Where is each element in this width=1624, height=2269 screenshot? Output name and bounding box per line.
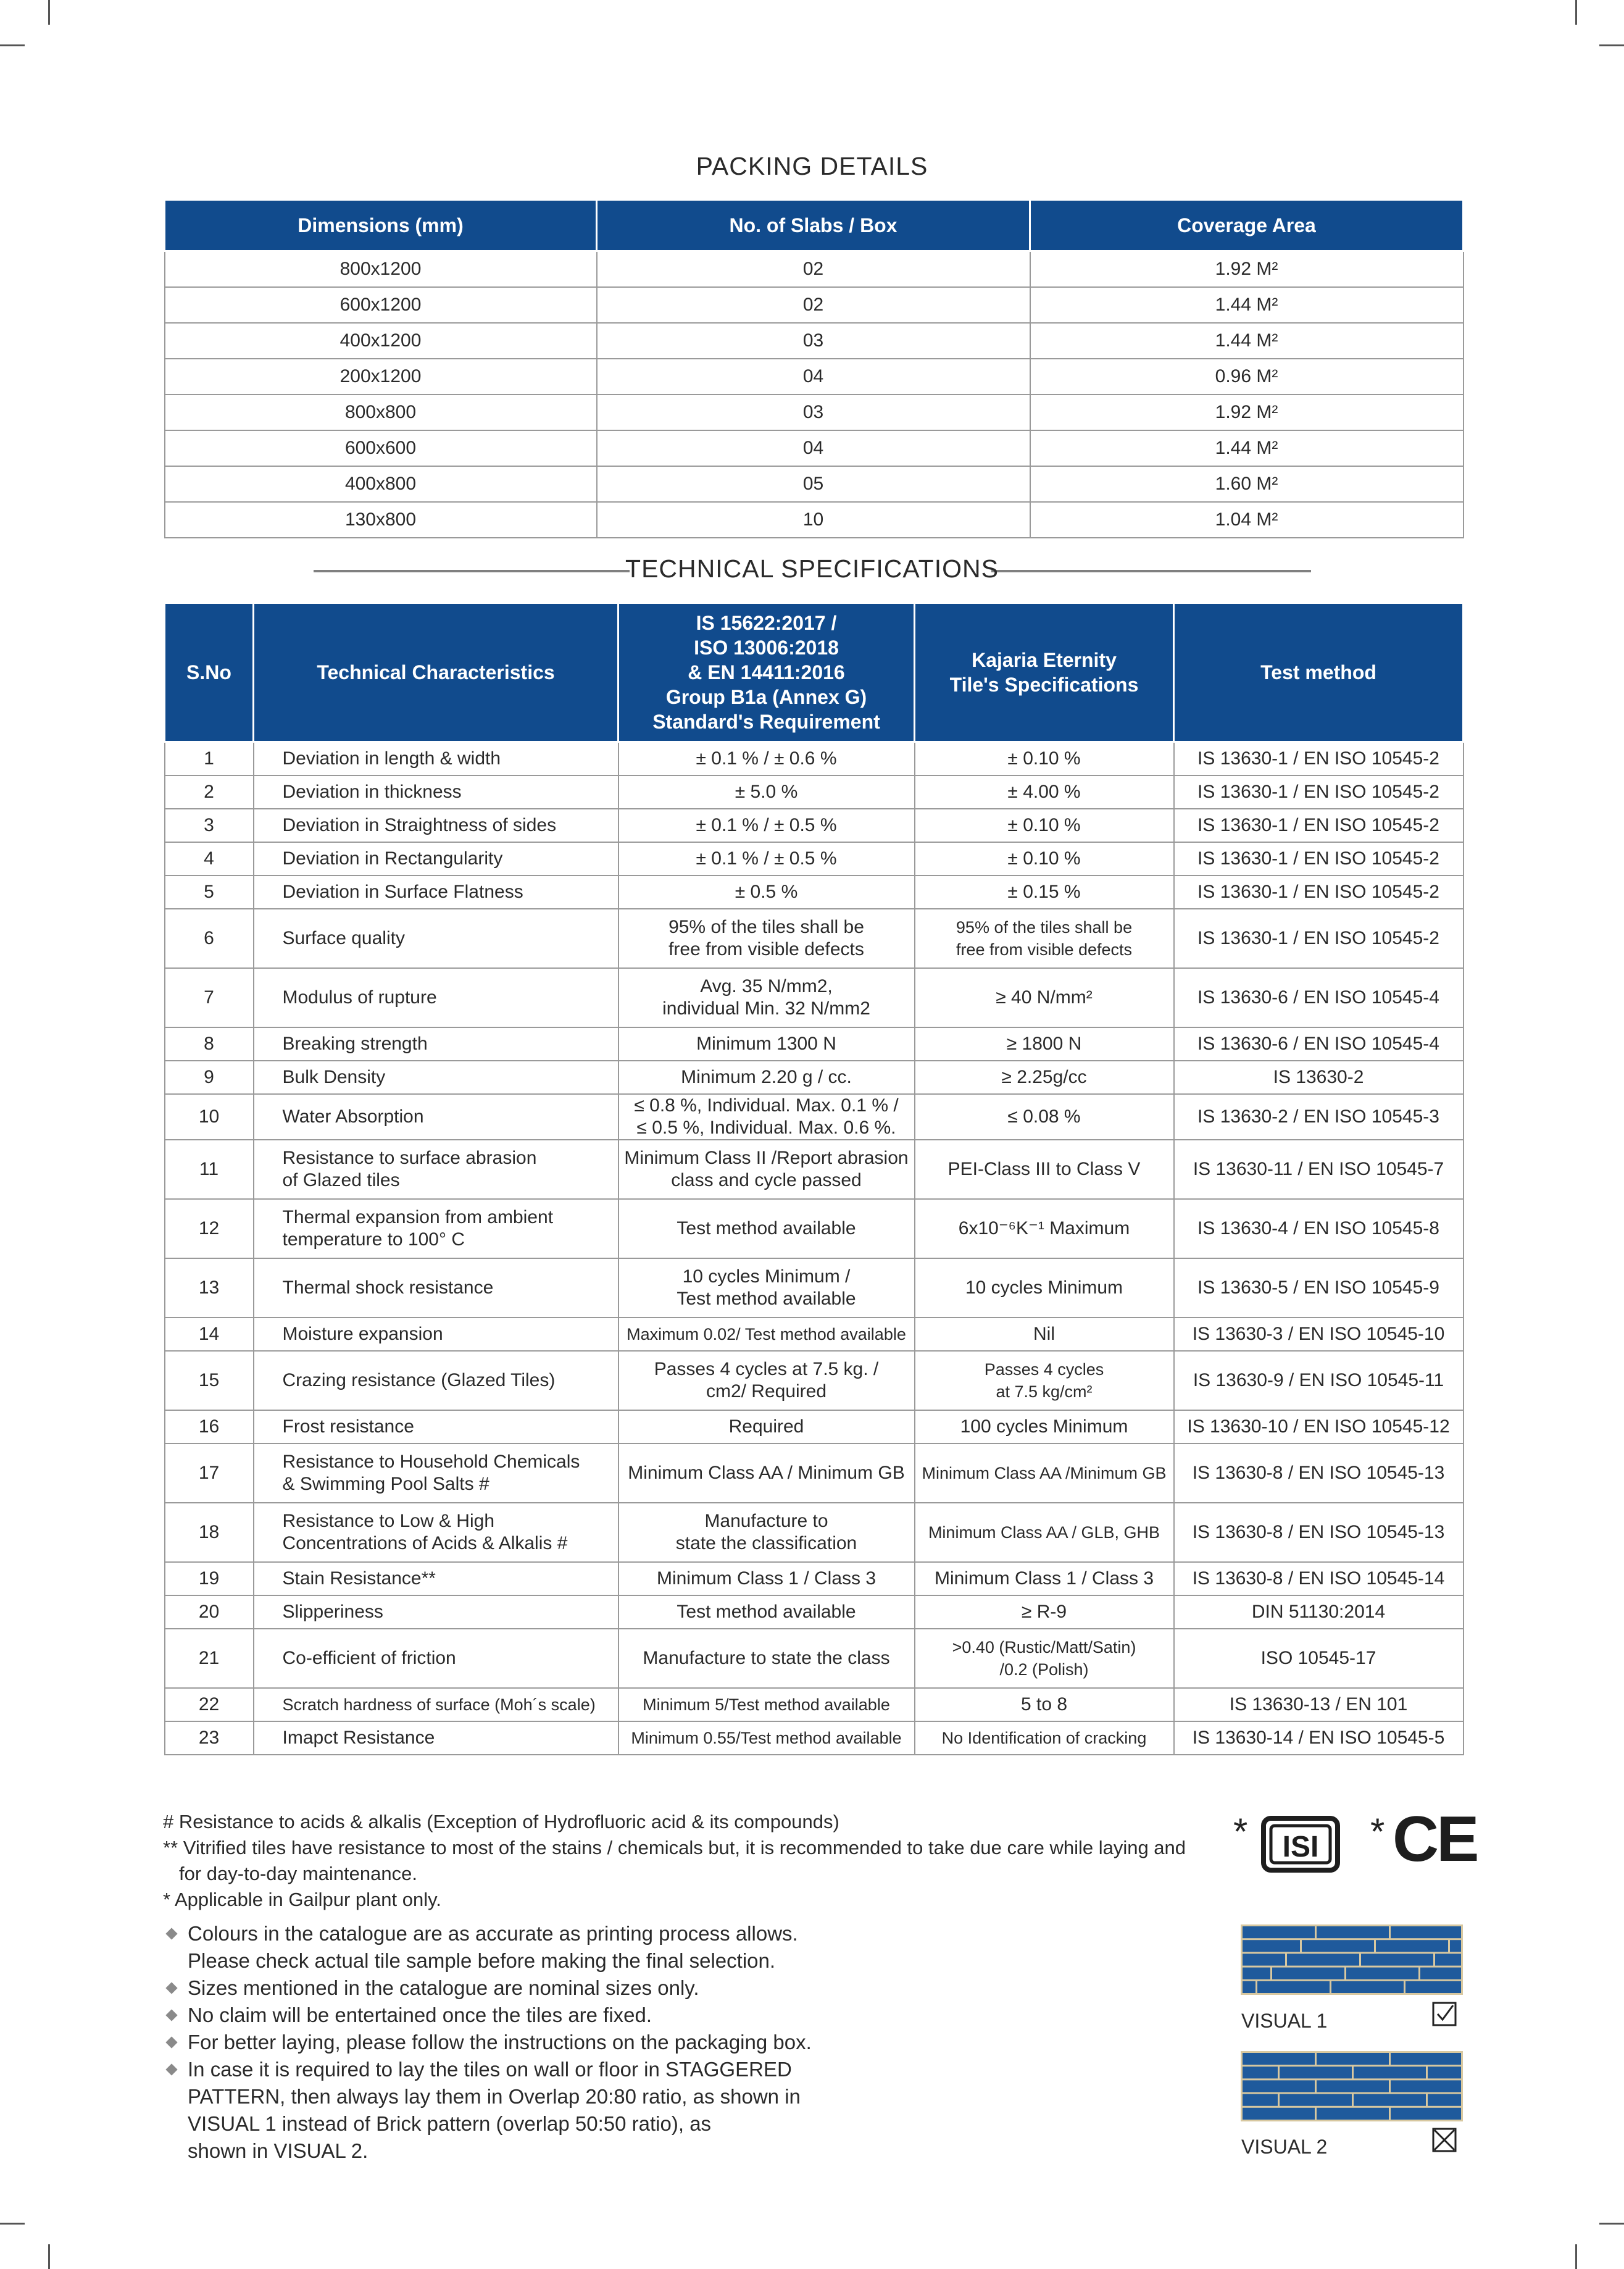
test-method-cell: IS 13630-1 / EN ISO 10545-2 [1174, 875, 1464, 909]
kajaria-spec-cell: 100 cycles Minimum [915, 1410, 1174, 1444]
standard-cell: Minimum Class II /Report abrasion class and cycle passed [618, 1140, 915, 1199]
characteristic-cell: Resistance to Household Chemicals & Swimming Pool Salts # [254, 1444, 618, 1503]
standard-cell: ≤ 0.8 %, Individual. Max. 0.1 % / ≤ 0.5 %, Individual. Max. 0.6 %. [618, 1094, 915, 1140]
coverage-cell: 0.96 M² [1030, 359, 1464, 395]
dimension-cell: 200x1200 [165, 359, 597, 395]
sno-cell: 13 [165, 1258, 254, 1318]
standard-cell: Minimum Class AA / Minimum GB [618, 1444, 915, 1503]
tile [1243, 1940, 1300, 1952]
table-row [165, 1503, 1464, 1562]
kajaria-spec-cell: ≥ 1800 N [915, 1027, 1174, 1061]
kajaria-spec-cell: ± 0.15 % [915, 875, 1174, 909]
standard-cell: Minimum 1300 N [618, 1027, 915, 1061]
slabs-cell: 10 [597, 502, 1030, 538]
characteristic-cell: Moisture expansion [254, 1318, 618, 1351]
crop-mark [1599, 44, 1624, 46]
table-row [165, 1061, 1464, 1094]
characteristic-cell: Surface quality [254, 909, 618, 968]
sno-cell: 9 [165, 1061, 254, 1094]
test-method-cell: IS 13630-2 / EN ISO 10545-3 [1174, 1094, 1464, 1140]
tech-spec-title: TECHNICAL SPECIFICATIONS [625, 554, 999, 583]
characteristic-cell: Deviation in thickness [254, 775, 618, 809]
crop-mark [0, 2223, 25, 2225]
visual-2-label: VISUAL 2 [1241, 2136, 1328, 2158]
crop-mark [48, 0, 50, 25]
header-characteristics: Technical Characteristics [254, 603, 618, 742]
table-row [165, 742, 1464, 776]
standard-cell: Minimum 5/Test method available [618, 1688, 915, 1721]
sno-cell: 12 [165, 1199, 254, 1258]
standard-cell: Maximum 0.02/ Test method available [618, 1318, 915, 1351]
tile [1391, 2108, 1461, 2120]
sno-cell: 2 [165, 775, 254, 809]
table-row [165, 502, 1464, 538]
kajaria-spec-cell: 95% of the tiles shall be free from visible defects [915, 909, 1174, 968]
table-row [165, 1688, 1464, 1721]
tile [1243, 1968, 1270, 1979]
tile [1243, 2108, 1315, 2120]
tile [1405, 1981, 1461, 1993]
slabs-cell: 04 [597, 430, 1030, 466]
characteristic-cell: Bulk Density [254, 1061, 618, 1094]
table-row [165, 1721, 1464, 1755]
test-method-cell: IS 13630-4 / EN ISO 10545-8 [1174, 1199, 1464, 1258]
bullet-list [167, 1920, 877, 2165]
standard-cell: Passes 4 cycles at 7.5 kg. / cm2/ Required [618, 1351, 915, 1410]
packing-header-1: No. of Slabs / Box [597, 200, 1030, 251]
packing-header-2: Coverage Area [1030, 200, 1464, 251]
characteristic-cell: Scratch hardness of surface (Moh´s scale) [254, 1688, 618, 1721]
test-method-cell: IS 13630-10 / EN ISO 10545-12 [1174, 1410, 1464, 1444]
sno-cell: 11 [165, 1140, 254, 1199]
characteristic-cell: Thermal expansion from ambient temperature to 100° C [254, 1199, 618, 1258]
table-row [165, 251, 1464, 288]
table-row [165, 466, 1464, 502]
characteristic-cell: Deviation in Surface Flatness [254, 875, 618, 909]
cross-icon [1432, 2128, 1457, 2152]
characteristic-cell: Slipperiness [254, 1595, 618, 1629]
note-double-star: ** Vitrified tiles have resistance to most of the stains / chemicals but, it is recommended to take due care while laying and [163, 1837, 1186, 1858]
bullet-item: Sizes mentioned in the catalogue are nominal sizes only. [167, 1974, 877, 2002]
tile [1435, 1954, 1461, 1965]
tile [1280, 2094, 1352, 2106]
sno-cell: 16 [165, 1410, 254, 1444]
dimension-cell: 800x800 [165, 395, 597, 430]
sno-cell: 1 [165, 742, 254, 776]
table-row [165, 1410, 1464, 1444]
kajaria-spec-cell: ≥ R-9 [915, 1595, 1174, 1629]
kajaria-spec-cell: Nil [915, 1318, 1174, 1351]
bullet-item: For better laying, please follow the instructions on the packaging box. [167, 2029, 877, 2056]
slabs-cell: 02 [597, 287, 1030, 323]
svg-text:ISI: ISI [1282, 1831, 1319, 1863]
table-row [165, 1258, 1464, 1318]
tile [1391, 2080, 1461, 2092]
note-double-star-cont: for day-to-day maintenance. [179, 1863, 417, 1884]
test-method-cell: IS 13630-1 / EN ISO 10545-2 [1174, 842, 1464, 875]
sno-cell: 10 [165, 1094, 254, 1140]
coverage-cell: 1.44 M² [1030, 323, 1464, 359]
visual-1-staggered-pattern [1241, 1924, 1463, 1995]
isi-star: * [1233, 1811, 1248, 1852]
table-row [165, 1140, 1464, 1199]
table-row [165, 1094, 1464, 1140]
standard-cell: Manufacture to state the class [618, 1629, 915, 1688]
slabs-cell: 03 [597, 395, 1030, 430]
standard-cell: Minimum Class 1 / Class 3 [618, 1562, 915, 1595]
table-row [165, 1318, 1464, 1351]
standard-cell: Minimum 2.20 g / cc. [618, 1061, 915, 1094]
tile [1243, 2094, 1278, 2106]
standard-cell: ± 5.0 % [618, 775, 915, 809]
table-row [165, 1199, 1464, 1258]
tile [1287, 1954, 1359, 1965]
table-row [165, 842, 1464, 875]
tile [1317, 2080, 1389, 2092]
tile [1317, 2108, 1389, 2120]
tile [1354, 2094, 1426, 2106]
test-method-cell: IS 13630-1 / EN ISO 10545-2 [1174, 742, 1464, 776]
tile [1317, 2053, 1389, 2065]
standard-cell: Required [618, 1410, 915, 1444]
table-row [165, 875, 1464, 909]
test-method-cell: IS 13630-8 / EN ISO 10545-14 [1174, 1562, 1464, 1595]
tile [1243, 2053, 1315, 2065]
standard-cell: Test method available [618, 1595, 915, 1629]
standard-cell: Test method available [618, 1199, 915, 1258]
tile [1243, 1926, 1315, 1938]
slabs-cell: 04 [597, 359, 1030, 395]
kajaria-spec-cell: ± 0.10 % [915, 809, 1174, 842]
tile [1280, 2066, 1352, 2078]
tech-header-row [165, 603, 1464, 742]
coverage-cell: 1.60 M² [1030, 466, 1464, 502]
test-method-cell: IS 13630-1 / EN ISO 10545-2 [1174, 809, 1464, 842]
sno-cell: 20 [165, 1595, 254, 1629]
note-hash: # Resistance to acids & alkalis (Exception of Hydrofluoric acid & its compounds) [163, 1811, 839, 1832]
header-test-method: Test method [1174, 603, 1464, 742]
tile [1428, 2066, 1461, 2078]
table-row [165, 1027, 1464, 1061]
sno-cell: 17 [165, 1444, 254, 1503]
standard-cell: ± 0.5 % [618, 875, 915, 909]
test-method-cell: IS 13630-8 / EN ISO 10545-13 [1174, 1444, 1464, 1503]
header-sno: S.No [165, 603, 254, 742]
table-row [165, 1629, 1464, 1688]
ce-star: * [1370, 1811, 1385, 1852]
dimension-cell: 800x1200 [165, 251, 597, 288]
standard-cell: 95% of the tiles shall be free from visible defects [618, 909, 915, 968]
kajaria-spec-cell: ≥ 40 N/mm² [915, 968, 1174, 1027]
visual-2-brick-pattern [1241, 2051, 1463, 2121]
tile [1354, 2066, 1426, 2078]
standard-cell: Manufacture to state the classification [618, 1503, 915, 1562]
table-row [165, 968, 1464, 1027]
crop-mark [1599, 2223, 1624, 2225]
table-row [165, 323, 1464, 359]
table-row [165, 809, 1464, 842]
sno-cell: 7 [165, 968, 254, 1027]
tile [1391, 1926, 1461, 1938]
tile [1331, 1981, 1404, 1993]
table-row [165, 909, 1464, 968]
table-row [165, 775, 1464, 809]
tile [1376, 1940, 1448, 1952]
bullet-item: Colours in the catalogue are as accurate as printing process allows. Please check actual tile sample before making the final selection. [167, 1920, 877, 1974]
sno-cell: 5 [165, 875, 254, 909]
crop-mark [1575, 2244, 1577, 2269]
table-row [165, 1444, 1464, 1503]
characteristic-cell: Breaking strength [254, 1027, 618, 1061]
table-row [165, 1351, 1464, 1410]
sno-cell: 4 [165, 842, 254, 875]
sno-cell: 23 [165, 1721, 254, 1755]
tile [1450, 1940, 1461, 1952]
tile [1346, 1968, 1418, 1979]
isi-logo-icon [1261, 1816, 1340, 1873]
sno-cell: 6 [165, 909, 254, 968]
tile [1391, 2053, 1461, 2065]
header-standard: IS 15622:2017 / ISO 13006:2018 & EN 14411:2016 Group B1a (Annex G) Standard's Requirement [618, 603, 915, 742]
coverage-cell: 1.04 M² [1030, 502, 1464, 538]
tile [1257, 1981, 1330, 1993]
sno-cell: 19 [165, 1562, 254, 1595]
test-method-cell: IS 13630-6 / EN ISO 10545-4 [1174, 1027, 1464, 1061]
ce-logo-icon: CE [1393, 1803, 1477, 1875]
sno-cell: 15 [165, 1351, 254, 1410]
sno-cell: 21 [165, 1629, 254, 1688]
test-method-cell: IS 13630-11 / EN ISO 10545-7 [1174, 1140, 1464, 1199]
tile [1317, 1926, 1389, 1938]
dimension-cell: 400x1200 [165, 323, 597, 359]
crop-mark [1575, 0, 1577, 25]
standard-cell: ± 0.1 % / ± 0.5 % [618, 809, 915, 842]
visual-1-label: VISUAL 1 [1241, 2010, 1328, 2032]
table-row [165, 1562, 1464, 1595]
characteristic-cell: Modulus of rupture [254, 968, 618, 1027]
test-method-cell: IS 13630-13 / EN 101 [1174, 1688, 1464, 1721]
check-icon [1432, 2002, 1457, 2026]
slabs-cell: 03 [597, 323, 1030, 359]
standard-cell: ± 0.1 % / ± 0.6 % [618, 742, 915, 776]
kajaria-spec-cell: ≤ 0.08 % [915, 1094, 1174, 1140]
slabs-cell: 05 [597, 466, 1030, 502]
slabs-cell: 02 [597, 251, 1030, 288]
crop-mark [0, 44, 25, 46]
test-method-cell: ISO 10545-17 [1174, 1629, 1464, 1688]
characteristic-cell: Water Absorption [254, 1094, 618, 1140]
characteristic-cell: Crazing resistance (Glazed Tiles) [254, 1351, 618, 1410]
table-row [165, 287, 1464, 323]
sno-cell: 3 [165, 809, 254, 842]
packing-table [164, 199, 1464, 538]
test-method-cell: DIN 51130:2014 [1174, 1595, 1464, 1629]
tile [1272, 1968, 1344, 1979]
tile [1243, 1981, 1255, 1993]
test-method-cell: IS 13630-14 / EN ISO 10545-5 [1174, 1721, 1464, 1755]
kajaria-spec-cell: ≥ 2.25g/cc [915, 1061, 1174, 1094]
sno-cell: 22 [165, 1688, 254, 1721]
header-kajaria: Kajaria Eternity Tile's Specifications [915, 603, 1174, 742]
kajaria-spec-cell: 5 to 8 [915, 1688, 1174, 1721]
dimension-cell: 600x600 [165, 430, 597, 466]
kajaria-spec-cell: 6x10⁻⁶K⁻¹ Maximum [915, 1199, 1174, 1258]
note-star: * Applicable in Gailpur plant only. [163, 1889, 441, 1910]
test-method-cell: IS 13630-6 / EN ISO 10545-4 [1174, 968, 1464, 1027]
standard-cell: 10 cycles Minimum / Test method available [618, 1258, 915, 1318]
dimension-cell: 130x800 [165, 502, 597, 538]
coverage-cell: 1.44 M² [1030, 287, 1464, 323]
dimension-cell: 400x800 [165, 466, 597, 502]
characteristic-cell: Co-efficient of friction [254, 1629, 618, 1688]
dimension-cell: 600x1200 [165, 287, 597, 323]
test-method-cell: IS 13630-8 / EN ISO 10545-13 [1174, 1503, 1464, 1562]
tile [1243, 1954, 1285, 1965]
test-method-cell: IS 13630-3 / EN ISO 10545-10 [1174, 1318, 1464, 1351]
characteristic-cell: Deviation in length & width [254, 742, 618, 776]
packing-title: PACKING DETAILS [696, 152, 928, 180]
tile [1420, 1968, 1461, 1979]
kajaria-spec-cell: 10 cycles Minimum [915, 1258, 1174, 1318]
table-row [165, 359, 1464, 395]
characteristic-cell: Frost resistance [254, 1410, 618, 1444]
sno-cell: 14 [165, 1318, 254, 1351]
standard-cell: ± 0.1 % / ± 0.5 % [618, 842, 915, 875]
test-method-cell: IS 13630-1 / EN ISO 10545-2 [1174, 775, 1464, 809]
table-row [165, 430, 1464, 466]
tech-spec-table [164, 602, 1464, 1755]
table-row [165, 395, 1464, 430]
tile [1243, 2066, 1278, 2078]
characteristic-cell: Thermal shock resistance [254, 1258, 618, 1318]
test-method-cell: IS 13630-9 / EN ISO 10545-11 [1174, 1351, 1464, 1410]
kajaria-spec-cell: ± 0.10 % [915, 842, 1174, 875]
test-method-cell: IS 13630-5 / EN ISO 10545-9 [1174, 1258, 1464, 1318]
coverage-cell: 1.92 M² [1030, 395, 1464, 430]
kajaria-spec-cell: Minimum Class AA /Minimum GB [915, 1444, 1174, 1503]
characteristic-cell: Stain Resistance** [254, 1562, 618, 1595]
bullet-item: In case it is required to lay the tiles on wall or floor in STAGGERED PATTERN, then always lay them in Overlap 20:80 ratio, as shown in VISUAL 1 instead of Brick pattern (overlap 50:50 ratio), as shown in VISUAL 2. [167, 2056, 877, 2165]
kajaria-spec-cell: No Identification of cracking [915, 1721, 1174, 1755]
kajaria-spec-cell: Minimum Class AA / GLB, GHB [915, 1503, 1174, 1562]
packing-header-row [165, 200, 1464, 251]
tile [1302, 1940, 1374, 1952]
standard-cell: Avg. 35 N/mm2, individual Min. 32 N/mm2 [618, 968, 915, 1027]
tile [1361, 1954, 1433, 1965]
kajaria-spec-cell: >0.40 (Rustic/Matt/Satin) /0.2 (Polish) [915, 1629, 1174, 1688]
crop-mark [48, 2244, 50, 2269]
kajaria-spec-cell: ± 0.10 % [915, 742, 1174, 776]
sno-cell: 8 [165, 1027, 254, 1061]
sno-cell: 18 [165, 1503, 254, 1562]
footnotes [163, 1809, 1237, 1913]
characteristic-cell: Resistance to Low & High Concentrations of Acids & Alkalis # [254, 1503, 618, 1562]
table-row [165, 1595, 1464, 1629]
coverage-cell: 1.44 M² [1030, 430, 1464, 466]
tile [1428, 2094, 1461, 2106]
characteristic-cell: Imapct Resistance [254, 1721, 618, 1755]
kajaria-spec-cell: ± 4.00 % [915, 775, 1174, 809]
kajaria-spec-cell: Minimum Class 1 / Class 3 [915, 1562, 1174, 1595]
kajaria-spec-cell: PEI-Class III to Class V [915, 1140, 1174, 1199]
packing-header-0: Dimensions (mm) [165, 200, 597, 251]
characteristic-cell: Deviation in Rectangularity [254, 842, 618, 875]
test-method-cell: IS 13630-2 [1174, 1061, 1464, 1094]
bullet-item: No claim will be entertained once the tiles are fixed. [167, 2002, 877, 2029]
test-method-cell: IS 13630-1 / EN ISO 10545-2 [1174, 909, 1464, 968]
standard-cell: Minimum 0.55/Test method available [618, 1721, 915, 1755]
coverage-cell: 1.92 M² [1030, 251, 1464, 288]
kajaria-spec-cell: Passes 4 cycles at 7.5 kg/cm² [915, 1351, 1174, 1410]
characteristic-cell: Resistance to surface abrasion of Glazed tiles [254, 1140, 618, 1199]
characteristic-cell: Deviation in Straightness of sides [254, 809, 618, 842]
tile [1243, 2080, 1315, 2092]
